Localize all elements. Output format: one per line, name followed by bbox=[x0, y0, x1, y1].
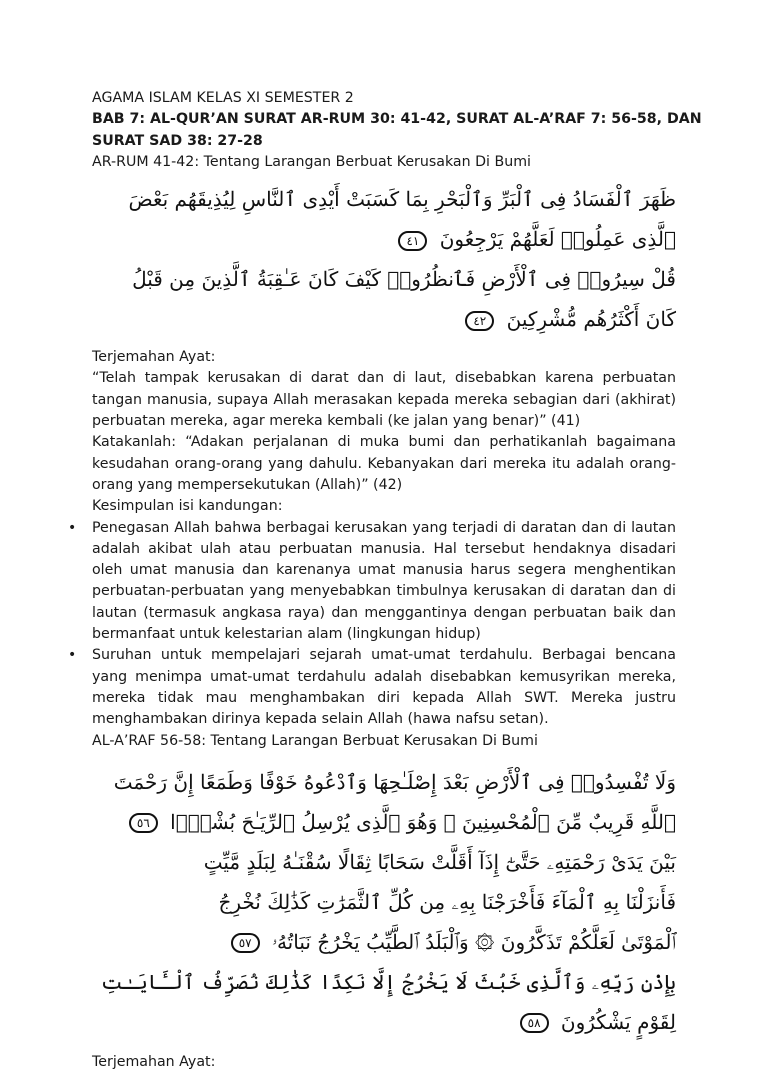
bullet-icon: • bbox=[68, 519, 77, 536]
list-item-text: Suruhan untuk mempelajari sejarah umat-umat terdahulu. Berbagai bencana yang menimpa umat-umat terdahulu adalah disebabkan kemusyrikan mereka, mereka tidak mau menghambakan diri kepada Allah SWT. Mereka justru menghambakan dirinya kepada selain Allah (hawa nafsu setan). bbox=[92, 647, 676, 728]
arabic-verses-al-araf bbox=[100, 762, 676, 1042]
arabic-verse-line: بِإِذْنِ رَبِّهِۦ وَٱلَّذِى خَبُثَ لَا يَخْرُجُ إِلَّا نَكِدًا كَذَٰلِكَ نُصَرِّفُ ٱلْـَٔايَـٰتِ bbox=[100, 969, 676, 994]
chapter-title-line-1: BAB 7: AL-QUR’AN SURAT AR-RUM 30: 41-42, SURAT AL-A’RAF 7: 56-58, DAN bbox=[92, 111, 702, 128]
arabic-verse-line: فَأَنزَلْنَا بِهِ ٱلْمَآءَ فَأَخْرَجْنَا بِهِۦ مِن كُلِّ ٱلثَّمَرَٰتِ كَذَٰلِكَ نُخْرِجُ bbox=[218, 889, 676, 914]
chapter-title-line-2: SURAT SAD 38: 27-28 bbox=[92, 132, 263, 149]
course-title: AGAMA ISLAM KELAS XI SEMESTER 2 bbox=[92, 90, 354, 106]
arabic-verse-line: ظَهَرَ ٱلْفَسَادُ فِى ٱلْبَرِّ وَٱلْبَحْرِ بِمَا كَسَبَتْ أَيْدِى ٱلنَّاسِ لِيُذِيقَهُم بَعْضَ bbox=[128, 187, 676, 212]
arabic-verse-line: ٱلَّذِى عَمِلُوا۟ لَعَلَّهُمْ يَرْجِعُونَ ٤١ bbox=[192, 219, 676, 259]
document-page bbox=[68, 88, 702, 1073]
list-item bbox=[68, 518, 676, 646]
translation-paragraph: “Telah tampak kerusakan di darat dan di laut, disebabkan karena perbuatan tangan manusia, supaya Allah merasakan kepada mereka sebagian dari (akhirat) perbuatan mereka, agar mereka kembali (ke jalan yang benar)” (41) bbox=[92, 370, 676, 430]
conclusion-label: Kesimpulan isi kandungan: bbox=[92, 498, 283, 515]
translation-paragraph: Katakanlah: “Adakan perjalanan di muka bumi dan perhatikanlah bagaimana kesudahan orang-orang yang dahulu. Kebanyakan dari mereka itu adalah orang-orang yang mempersekutukan (Allah)” (42) bbox=[92, 434, 676, 493]
arabic-verse-line: لِقَوْمٍ يَشْكُرُونَ ٥٨ bbox=[192, 1002, 676, 1042]
list-item bbox=[68, 645, 676, 730]
translation-label: Terjemahan Ayat: bbox=[92, 1053, 216, 1070]
ayah-number-marker: ٥٨ bbox=[520, 1013, 549, 1033]
section-heading-al-araf: AL-A’RAF 56-58: Tentang Larangan Berbuat Kerusakan Di Bumi bbox=[92, 732, 538, 749]
translation-label: Terjemahan Ayat: bbox=[92, 349, 216, 366]
bullet-icon: • bbox=[68, 647, 77, 664]
list-item-text: Penegasan Allah bahwa berbagai kerusakan yang terjadi di daratan dan di lautan adalah akibat ulah atau perbuatan manusia. Hal tersebut hendaknya disadari oleh umat manusia dan karenanya umat manusia harus segera menghentikan perbuatan-perbuatan yang menyebabkan timbulnya kerusakan di daratan dan di lautan (termasuk angkasa raya) dan menggantinya dengan perbuatan baik dan bermanfaat untuk kelestarian alam (lingkungan hidup) bbox=[92, 519, 676, 643]
arabic-verses-ar-rum bbox=[128, 179, 676, 339]
ayah-number-marker: ٤٢ bbox=[465, 311, 494, 331]
arabic-verse-line: ٱللَّهِ قَرِيبٌ مِّنَ ٱلْمُحْسِنِينَ ۞ وَهُوَ ٱلَّذِى يُرْسِلُ ٱلرِّيَـٰحَ بُشْرًۢا ٥٦ bbox=[192, 802, 676, 842]
section-heading-ar-rum: AR-RUM 41-42: Tentang Larangan Berbuat Kerusakan Di Bumi bbox=[92, 153, 531, 170]
ayah-number-marker: ٥٦ bbox=[129, 813, 158, 833]
arabic-verse-line: كَانَ أَكْثَرُهُم مُّشْرِكِينَ ٤٢ bbox=[192, 299, 676, 339]
arabic-verse-line: قُلْ سِيرُوا۟ فِى ٱلْأَرْضِ فَٱنظُرُوا۟ كَيْفَ كَانَ عَـٰقِبَةُ ٱلَّذِينَ مِن قَبْلُ bbox=[132, 267, 676, 292]
arabic-verse-line: وَلَا تُفْسِدُوا۟ فِى ٱلْأَرْضِ بَعْدَ إِصْلَـٰحِهَا وَٱدْعُوهُ خَوْفًا وَطَمَعًا إِنَّ رَحْمَتَ bbox=[113, 769, 676, 794]
ayah-number-marker: ٤١ bbox=[398, 231, 427, 251]
conclusion-list bbox=[68, 518, 676, 731]
arabic-verse-line: ٱلْمَوْتَىٰ لَعَلَّكُمْ تَذَكَّرُونَ ۞ وَٱلْبَلَدُ ٱلطَّيِّبُ يَخْرُجُ نَبَاتُهُۥ ٥٧ bbox=[192, 922, 676, 962]
ayah-number-marker: ٥٧ bbox=[231, 933, 260, 953]
arabic-verse-line: بَيْنَ يَدَىْ رَحْمَتِهِۦ حَتَّىٰٓ إِذَآ أَقَلَّتْ سَحَابًا ثِقَالًا سُقْنَـٰهُ لِبَلَدٍ مَّيِّتٍ bbox=[203, 849, 676, 874]
